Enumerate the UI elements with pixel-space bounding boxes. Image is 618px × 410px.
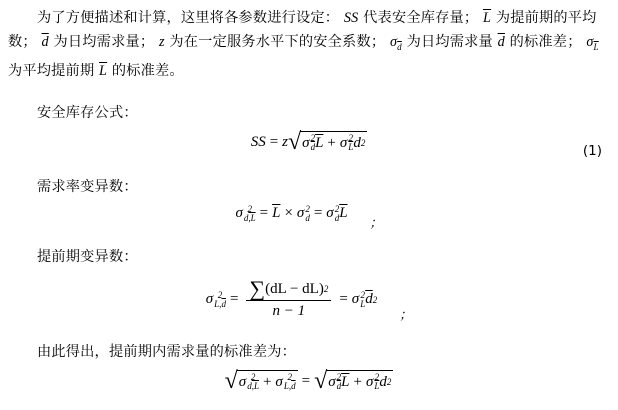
radicand: σ 2 $\overline{d}$ $\overline{L}$ + σ $\frac{2}{L}$ d 2 [328,372,392,391]
radical-sign: √ [314,368,328,394]
fraction-denominator: n − 1 [272,303,306,319]
sub-l: L [593,42,599,52]
radical-sign: √ [224,368,238,394]
radical-sign: √ [288,129,302,155]
supsub: $\frac{2}{L}$ [374,372,380,391]
text-segment: 的标准差。 [111,63,184,79]
symbol-l-bar: $\overline{L}$ [483,10,492,26]
semicolon: ； [369,215,383,230]
sum-term: (dL − dL) [265,281,324,297]
semicolon: ； [399,307,413,322]
text-segment: 为提前期的平均数； [8,10,597,50]
symbol-sigma-l [586,34,598,50]
fraction-numerator: ∑ (dL − dL) 2 [246,278,331,301]
text-segment: 代表安全库存量； [363,10,479,26]
paragraph-conclusion: 由此得出，提前期内需求量的标准差为： [37,344,296,360]
supsub: 2 $L,\overline{d}$ [214,289,226,309]
equation-2-math: σ 2 d,L = $\overline{L}$ × σ 2 d = σ 2 d $\overline{L}$ ； [235,203,383,230]
equation-lead-time-demand-std [0,370,618,393]
text-segment: 为日均需求量； [53,34,155,50]
sub-d: d [397,42,402,52]
supsub: 2 d,L [243,203,256,223]
equation-number: (1) [582,143,602,159]
symbol-l-bar: $\overline{L}$ [99,63,108,79]
equation-lead-time-variance [0,278,618,321]
text-segment: 为了方便描述和计算，这里将各参数进行设定： [37,10,340,26]
supsub: 2 d [305,203,310,223]
symbol-sigma-d [390,34,402,50]
symbol-d-bar: $\overline{d}$ [497,34,505,50]
equation-3-math: σ 2 $L,\overline{d}$ = ∑ (dL − dL) 2 n − 1 = σ 2 L $\overline{d}$ 2 ； [205,276,413,322]
equation-demand-variance [0,203,618,230]
supsub: 2 $\overline{d}$ [310,133,316,152]
text-segment: 为平均提前期 [8,63,95,79]
supsub: 2 d [334,203,340,223]
equation-1-math [251,131,368,153]
radicand: σ 2 d,L + σ 2 $L,\overline{d}$ [238,372,296,391]
radicand: σ 2 $\overline{d}$ $\overline{L}$ + σ $\frac{2}{L}$ d 2 [302,133,366,152]
paragraph-parameter-definitions [8,6,610,83]
symbol-ss: SS [343,10,359,26]
sigma: σ [389,34,398,50]
text-segment: 的标准差； [509,34,582,50]
equation-4-math: √ σ 2 d,L + σ 2 $L,\overline{d}$ = √ σ 2 $\overline{d}$ $\overline{L}$ + σ $\frac{2}{L}$ d 2 [224,368,392,394]
supsub: 2 L [360,289,366,309]
eq1-equals: = [269,133,279,150]
fraction [246,278,331,321]
eq1-sqrt [288,131,367,153]
symbol-d-bar: $\overline{d}$ [41,34,49,50]
symbol-z: z [158,34,165,50]
sigma: σ [586,34,594,50]
sqrt-right [314,370,393,392]
heading-demand-variance: 需求率变异数： [37,179,138,195]
supsub: 2 $L,\overline{d}$ [283,372,296,391]
eq1-lhs: SS [250,133,266,150]
sqrt-left [225,370,298,392]
equation-safety-stock [0,129,618,159]
supsub: $\frac{2}{L}$ [348,133,354,152]
supsub: 2 $\overline{d}$ [336,372,342,391]
supsub: 2 d,L [247,372,259,391]
heading-safety-stock-formula: 安全库存公式： [37,105,138,121]
heading-lead-time-variance: 提前期变异数： [37,249,138,265]
eq1-z: z [282,133,288,150]
text-segment: 为在一定服务水平下的安全系数； [169,34,386,50]
text-segment: 为日均需求量 [406,34,493,50]
